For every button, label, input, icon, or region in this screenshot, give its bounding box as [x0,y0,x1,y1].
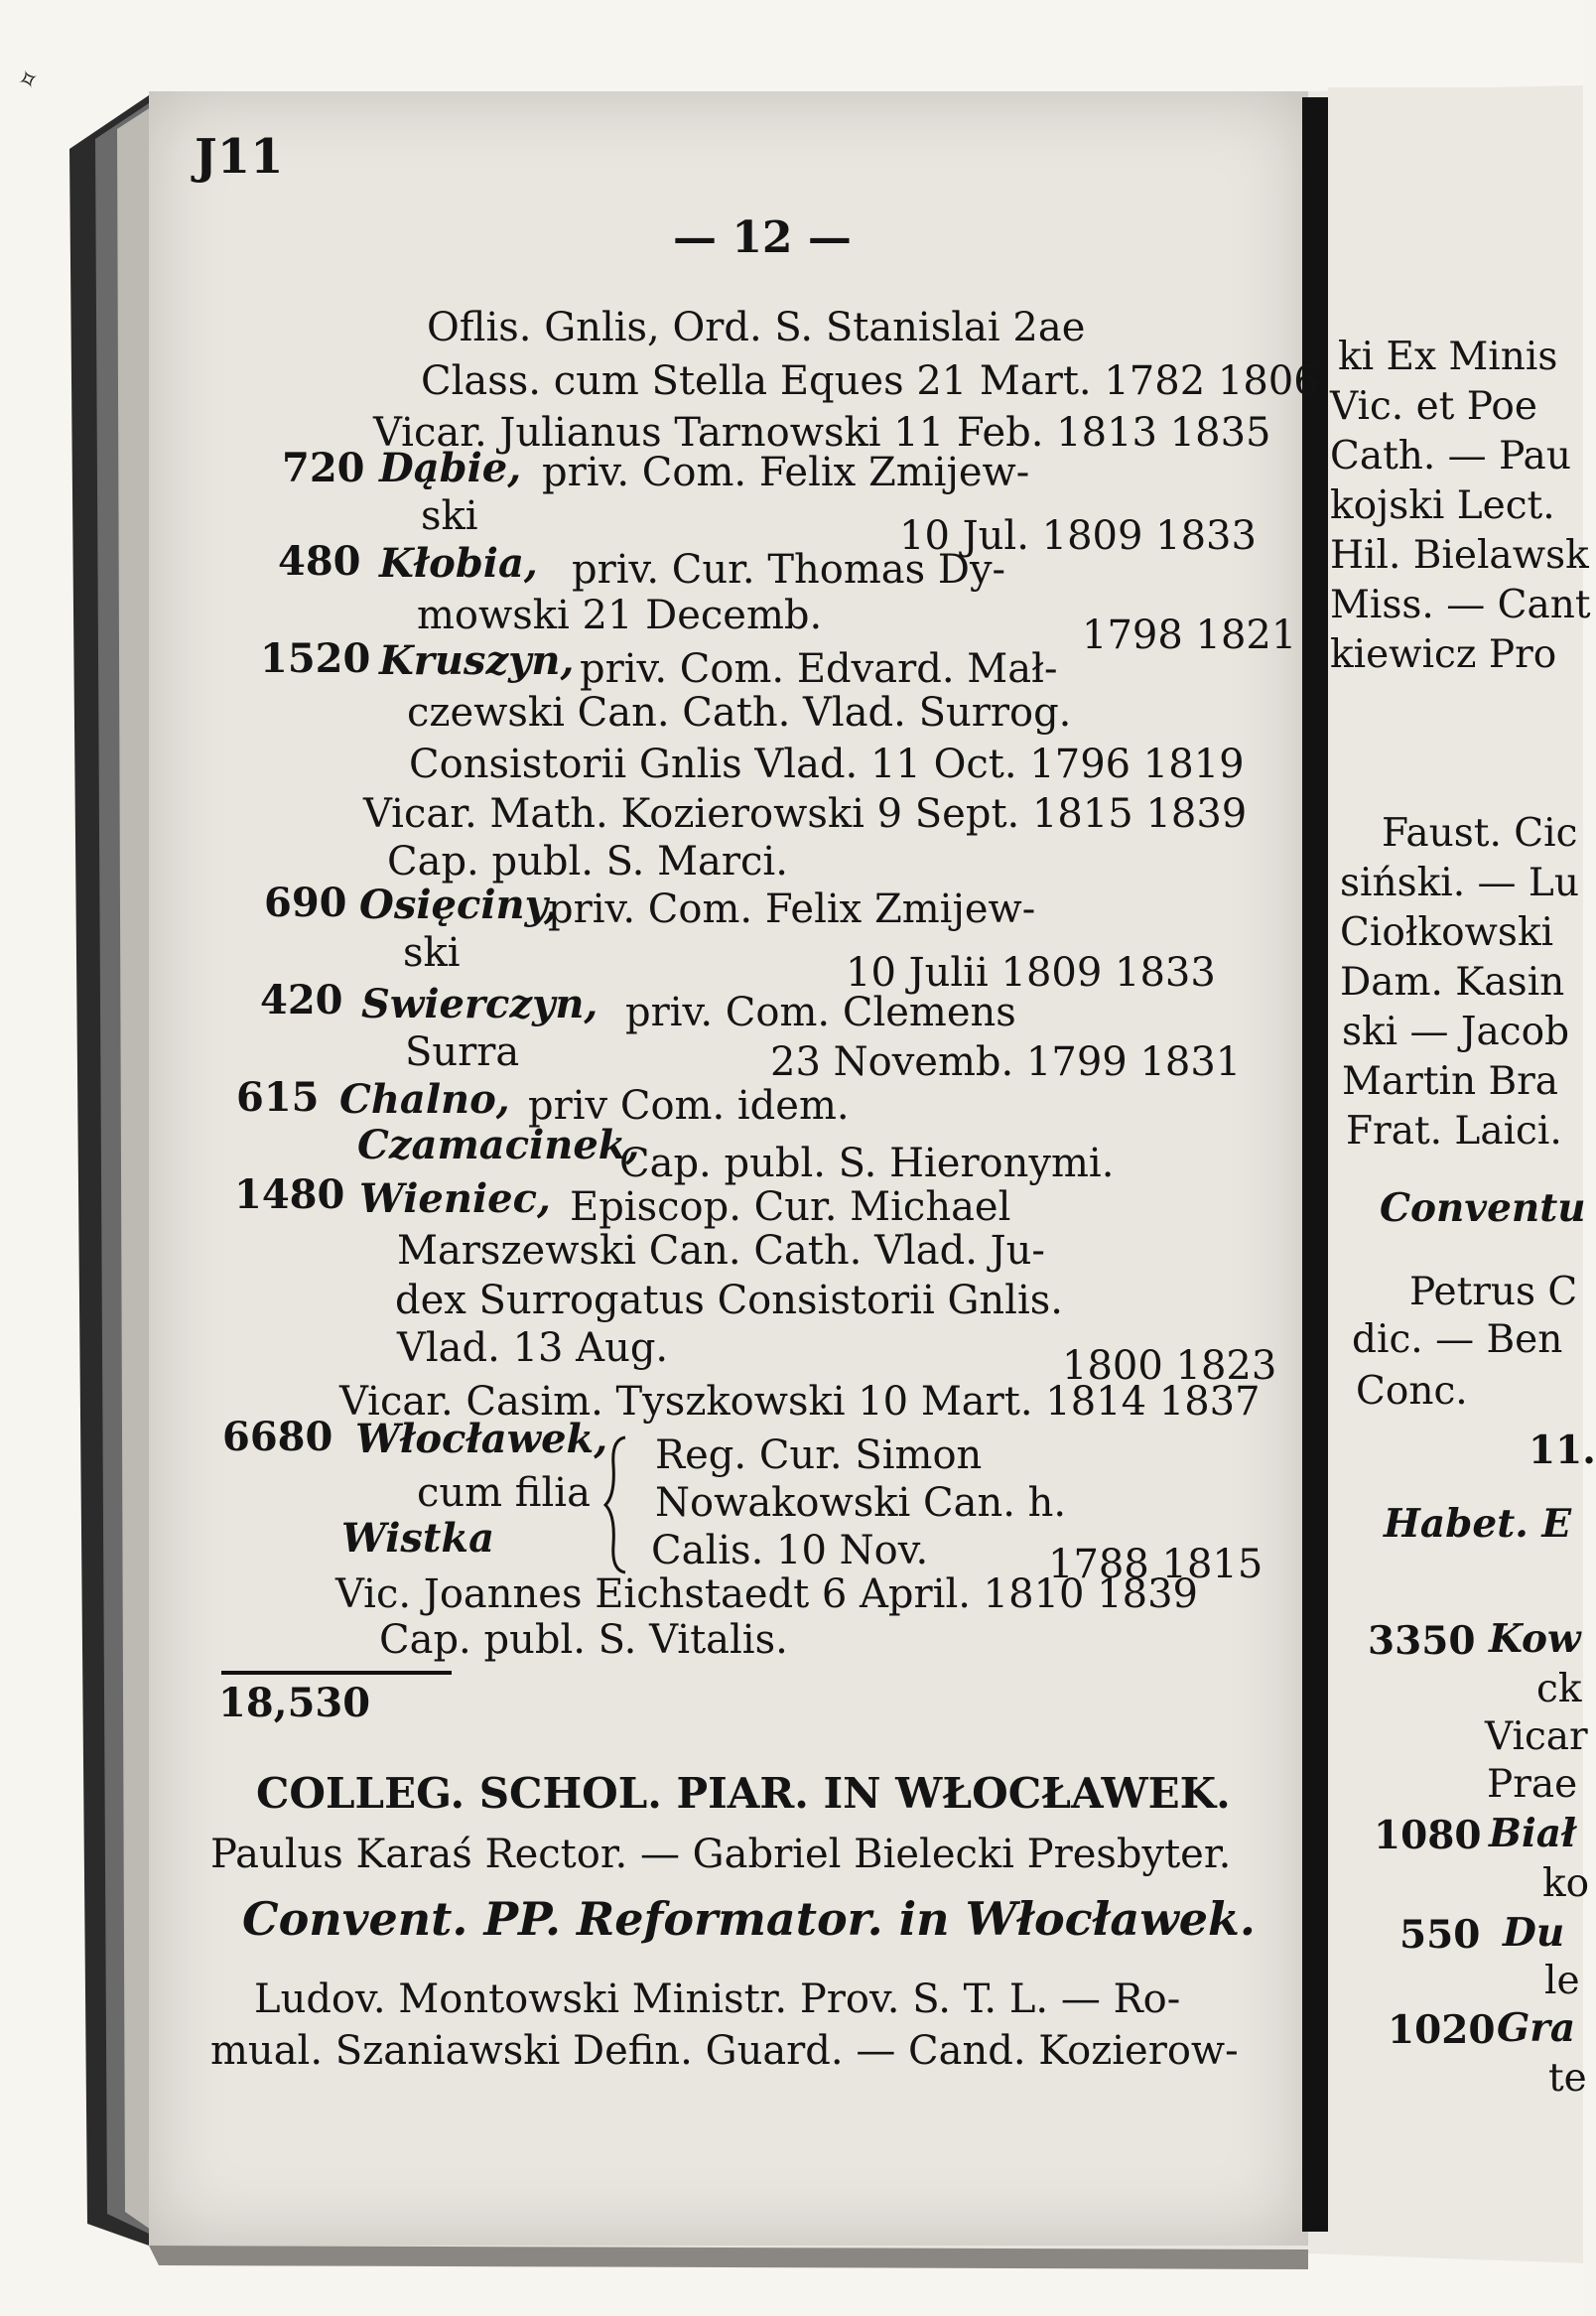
right-heading: Conventu [1380,1185,1586,1231]
parish-name: Kruszyn, [379,637,575,684]
text-line: priv. Cur. Thomas Dy- [572,547,1006,593]
text-line: Vicar. Math. Kozierowski 9 Sept. 1815 1839 [363,791,1248,837]
margin-mark: ✧ [13,63,45,98]
right-text-line: Vic. et Poe [1330,384,1537,429]
parish-name: Czamacinek, [357,1122,640,1168]
parish-name: Kłobia, [379,540,538,587]
population-number: 480 [278,538,361,585]
dates: 10 Jul. 1809 1833 [899,513,1257,559]
text-line: priv Com. idem. [528,1083,850,1129]
page-number: — 12 — [673,212,852,263]
text-line: ski [403,930,461,976]
text-line: priv. Com. Clemens [625,990,1016,1035]
right-text-line: ck [1536,1667,1582,1711]
text-line: Vicar. Julianus Tarnowski 11 Feb. 1813 1835 [373,410,1271,456]
right-text-line: Miss. — Cant [1330,583,1591,627]
text-line: Cap. publ. S. Vitalis. [379,1617,788,1663]
population-number: 1080 [1374,1813,1482,1858]
right-text-line: siński. — Lu [1340,861,1579,905]
right-text-line: Dam. Kasin [1340,960,1565,1005]
text-line: Nowakowski Can. h. [655,1480,1067,1526]
population-number: 1520 [260,635,371,682]
right-text-line: Ciołkowski [1340,910,1554,955]
parish-name: Du [1503,1910,1565,1956]
dates: 1800 1823 [1062,1343,1277,1389]
total-population: 18,530 [218,1680,371,1726]
right-text-line: ski — Jacob [1342,1010,1570,1054]
text-line: mual. Szaniawski Defin. Guard. — Cand. Kozierow- [210,2028,1239,2074]
text-line: Class. cum Stella Eques 21 Mart. 1782 1806 [421,358,1319,404]
text-line: Paulus Karaś Rector. — Gabriel Bielecki Presbyter. [210,1832,1232,1877]
population-number: 615 [236,1074,320,1121]
parish-name: Włocławek, [355,1416,608,1462]
text-line: Reg. Cur. Simon [655,1432,983,1478]
parish-name: Kow [1489,1616,1581,1662]
right-text-line: dic. — Ben [1352,1317,1563,1362]
parish-name: Dąbie, [379,445,522,491]
text-line: Ludov. Montowski Ministr. Prov. S. T. L. — Ro- [254,1976,1181,2022]
dates: 23 Novemb. 1799 1831 [770,1039,1242,1085]
right-text-line: 11. [1529,1428,1596,1473]
text-line: Vlad. 13 Aug. [397,1325,669,1371]
text-line: ski [421,493,478,539]
parish-name: Wistka [341,1515,495,1562]
population-number: 1480 [234,1171,345,1218]
population-number: 3350 [1368,1618,1476,1664]
text-line: Calis. 10 Nov. [651,1528,929,1573]
text-line: czewski Can. Cath. Vlad. Surrog. [407,690,1072,736]
right-text-line: Petrus C [1409,1270,1578,1314]
corner-annotation: J11 [195,129,284,185]
parish-name: Swierczyn, [361,981,598,1027]
right-text-line: Frat. Laici. [1346,1109,1562,1154]
population-number: 6680 [222,1414,333,1460]
right-text-line: Hil. Bielawsk [1330,533,1589,578]
text-line: Vic. Joannes Eichstaedt 6 April. 1810 1839 [335,1571,1198,1617]
right-heading: Habet. E [1384,1501,1572,1547]
text-line: priv. Com. Felix Zmijew- [548,886,1036,932]
parish-name: Osięciny, [359,882,558,928]
right-text-line: kojski Lect. [1330,483,1555,528]
text-line: Oflis. Gnlis, Ord. S. Stanislai 2ae [427,305,1086,350]
text-line: Episcop. Cur. Michael [570,1184,1011,1230]
text-line: dex Surrogatus Consistorii Gnlis. [395,1278,1063,1323]
right-text-line: Martin Bra [1342,1059,1559,1104]
population-number: 720 [282,445,365,491]
right-text-line: Cath. — Pau [1330,434,1571,478]
population-number: 1020 [1388,2007,1496,2053]
right-text-line: Conc. [1356,1369,1468,1414]
right-text-line: kiewicz Pro [1330,632,1557,677]
sum-rule [221,1671,452,1675]
text-line: Consistorii Gnlis Vlad. 11 Oct. 1796 1819 [409,742,1245,787]
book-gutter [1302,97,1328,2232]
dates: 10 Julii 1809 1833 [846,950,1216,996]
population-number: 420 [260,977,343,1023]
text-line: cum filia [417,1470,591,1516]
text-line: priv. Com. Edvard. Mał- [580,646,1058,692]
right-text-line: Faust. Cic [1382,811,1578,856]
right-text-line: Prae [1487,1762,1578,1807]
text-line: Cap. publ. S. Marci. [387,839,788,885]
right-text-line: Vicar [1485,1714,1588,1759]
right-text-line: te [1548,2056,1587,2101]
right-text-line: ki Ex Minis [1338,335,1558,379]
section-heading: COLLEG. SCHOL. PIAR. IN WŁOCŁAWEK. [256,1769,1231,1818]
brace-icon [603,1435,629,1574]
parish-name: Gra [1497,2005,1576,2051]
right-text-line: le [1544,1959,1580,2003]
text-line: Cap. publ. S. Hieronymi. [619,1141,1115,1186]
population-number: 550 [1399,1912,1481,1958]
text-line: mowski 21 Decemb. [417,593,823,638]
text-line: Vicar. Casim. Tyszkowski 10 Mart. 1814 1837 [339,1379,1261,1425]
parish-name: Wieniec, [359,1175,551,1222]
dates: 1798 1821 [1082,613,1297,658]
text-line: Marszewski Can. Cath. Vlad. Ju- [397,1228,1045,1274]
text-line: priv. Com. Felix Zmijew- [542,450,1030,495]
dates: 1788 1815 [1048,1542,1264,1587]
parish-name: Chalno, [339,1076,510,1123]
population-number: 690 [264,880,347,926]
section-heading: Convent. PP. Reformator. in Włocławek. [242,1892,1256,1946]
parish-name: Biał [1489,1811,1577,1856]
text-line: Surra [405,1029,520,1075]
right-text-line: ko [1542,1861,1590,1906]
